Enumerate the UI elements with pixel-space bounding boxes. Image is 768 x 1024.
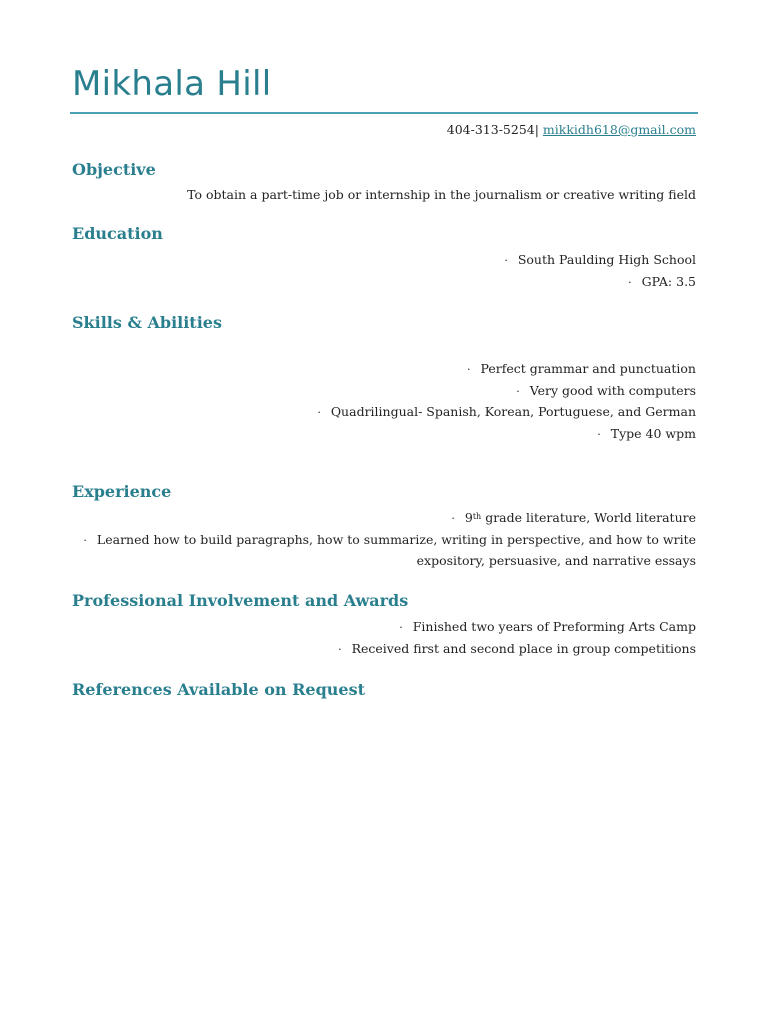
experience-list [83,508,696,572]
bullet-icon: · [504,254,508,267]
list-item: · Type 40 wpm [317,424,696,446]
bullet-icon: · [628,275,632,289]
bullet-icon: · [467,363,471,376]
objective-text: To obtain a part-time job or internship in the journalism or creative writing field [187,187,696,202]
header-divider [70,112,698,114]
experience-heading: Experience [72,482,172,501]
bullet-icon: · [338,642,342,656]
list-item: · Received first and second place in group competitions [338,639,696,661]
list-item: · Finished two years of Preforming Arts Camp [338,617,696,639]
email-link[interactable]: mikkidh618@gmail.com [542,122,696,137]
bullet-icon: · [597,427,601,441]
education-list [504,250,696,293]
resume-name: Mikhala Hill [72,64,272,104]
list-item: · Very good with computers [317,381,696,403]
phone-number: 404-313-5254| [446,122,539,137]
bullet-icon: · [516,384,520,398]
awards-list [338,617,696,660]
list-item: · Perfect grammar and punctuation [317,359,696,381]
education-heading: Education [72,224,163,243]
objective-section [187,185,696,206]
list-item: · GPA: 3.5 [504,272,696,294]
list-item: · Learned how to build paragraphs, how to summarize, writing in perspective, and how to write [83,530,696,552]
objective-heading: Objective [72,160,156,179]
references-heading: References Available on Request [72,680,365,699]
awards-heading: Professional Involvement and Awards [72,591,409,610]
bullet-icon: · [399,621,403,634]
list-item: · 9th grade literature, World literature [83,508,696,530]
skills-list [317,359,696,445]
skills-heading: Skills & Abilities [72,313,222,332]
bullet-icon: · [317,406,321,419]
list-item: · South Paulding High School [504,250,696,272]
bullet-icon: · [83,533,87,547]
bullet-icon: · [451,512,455,525]
contact-line [447,122,696,137]
list-item: · Quadrilingual- Spanish, Korean, Portuguese, and German [317,402,696,424]
list-item-continuation: expository, persuasive, and narrative essays [416,553,696,568]
